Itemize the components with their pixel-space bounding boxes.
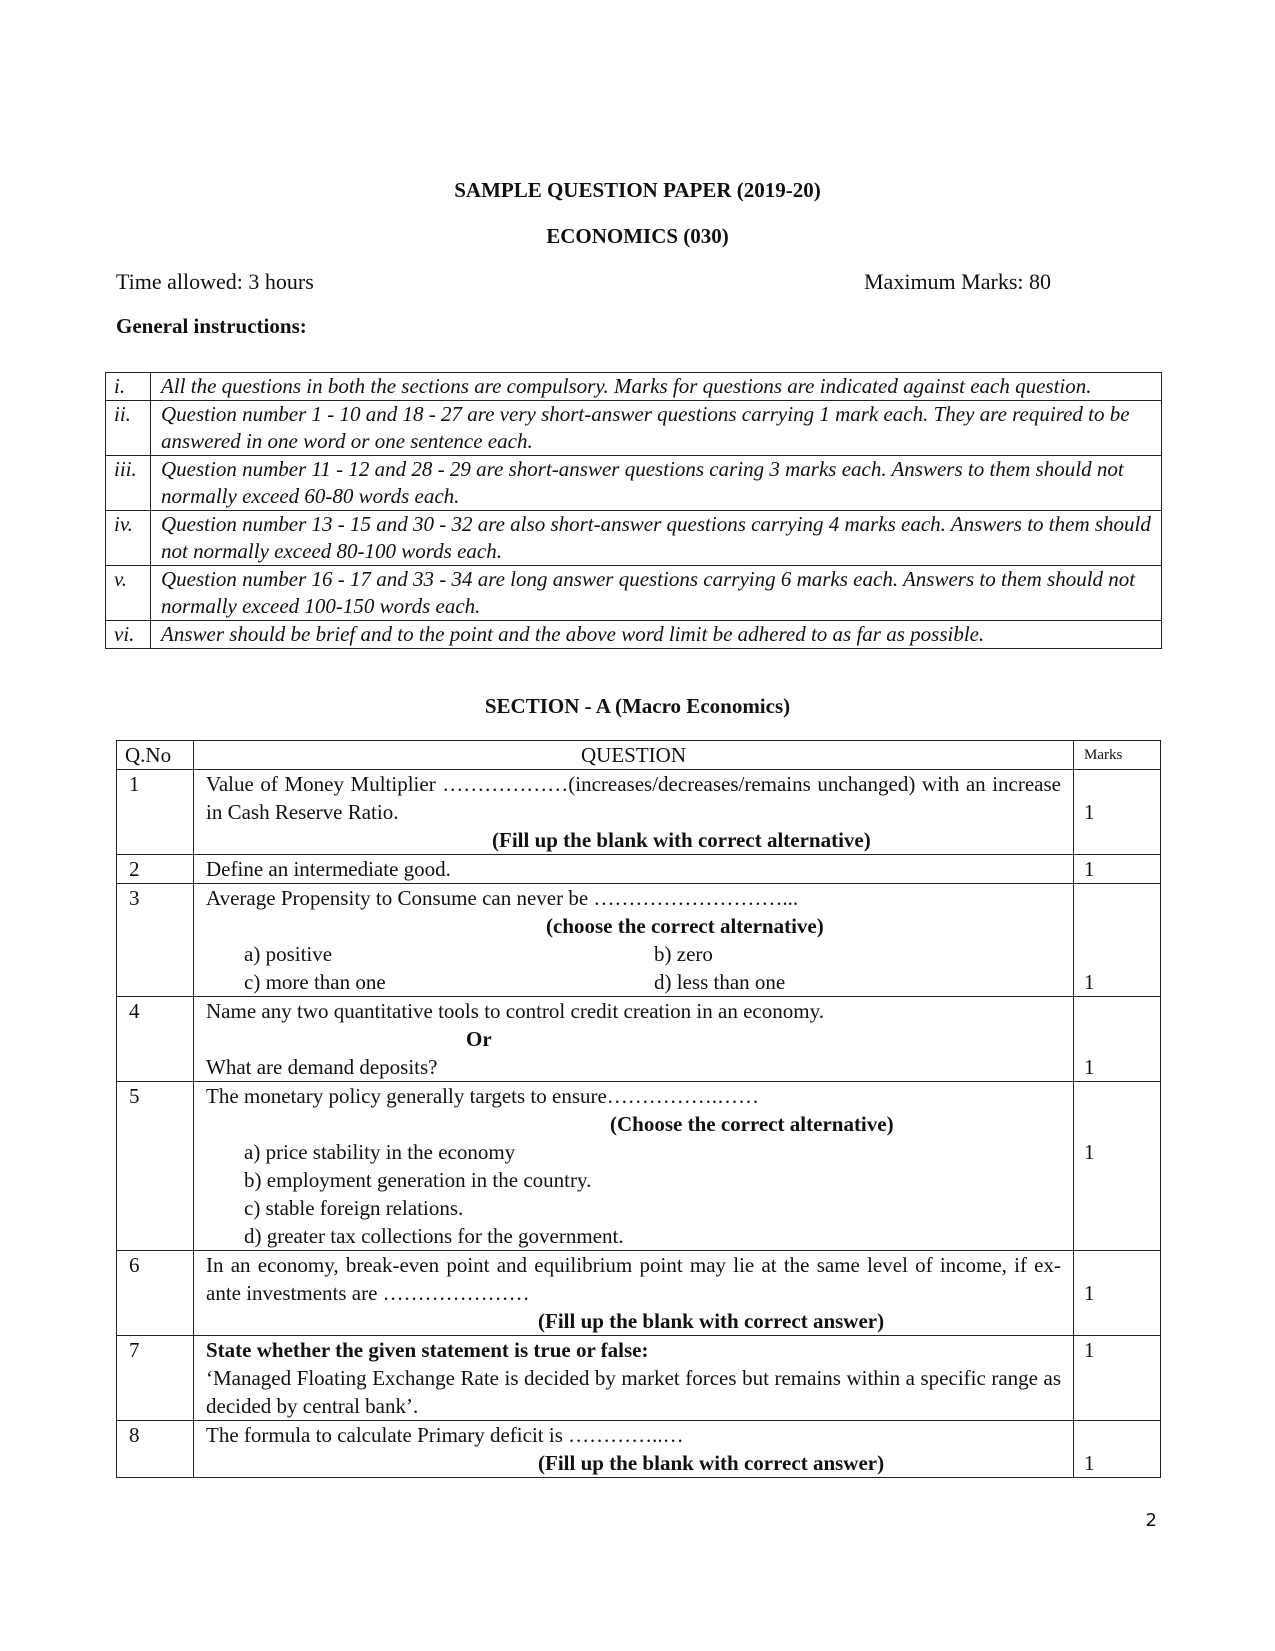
question-marks: 1 <box>1074 1251 1161 1336</box>
option-d: d) greater tax collections for the government. <box>244 1224 624 1248</box>
question-instruction: (Fill up the blank with correct answer) <box>538 1451 885 1475</box>
question-number: 1 <box>117 770 194 855</box>
instructions-table <box>105 372 1162 649</box>
table-header-row <box>117 741 1161 770</box>
paper-title: SAMPLE QUESTION PAPER (2019-20) <box>454 178 821 202</box>
instruction-row <box>106 511 1162 566</box>
option-d: d) less than one <box>654 970 786 994</box>
question-marks: 1 <box>1074 997 1161 1082</box>
question-row-4 <box>117 997 1161 1082</box>
question-row-8 <box>117 1421 1161 1478</box>
header-qno: Q.No <box>117 741 194 770</box>
question-instruction: State whether the given statement is true or false: <box>206 1338 649 1362</box>
question-number: 2 <box>117 855 194 884</box>
question-row-5 <box>117 1082 1161 1251</box>
option-b: b) employment generation in the country. <box>244 1168 592 1192</box>
options-row <box>206 968 1061 996</box>
question-marks: 1 <box>1074 1421 1161 1478</box>
instruction-row <box>106 621 1162 649</box>
instruction-number: i. <box>106 373 151 401</box>
alternative-question: What are demand deposits? <box>206 1055 438 1079</box>
question-instruction: (Fill up the blank with correct answer) <box>538 1309 885 1333</box>
question-body <box>194 770 1074 855</box>
instruction-number: vi. <box>106 621 151 649</box>
question-text: Name any two quantitative tools to control credit creation in an economy. <box>206 999 824 1023</box>
header-marks: Marks <box>1074 741 1161 770</box>
or-separator: Or <box>466 1027 492 1051</box>
question-body <box>194 884 1074 997</box>
question-text: The formula to calculate Primary deficit is …………..… <box>206 1423 684 1447</box>
question-body <box>194 1336 1074 1421</box>
question-number: 5 <box>117 1082 194 1251</box>
instruction-number: v. <box>106 566 151 621</box>
question-number: 3 <box>117 884 194 997</box>
question-text: ‘Managed Floating Exchange Rate is decided by market forces but remains within a specific range as decided by central bank’. <box>206 1366 1061 1418</box>
question-text: Value of Money Multiplier ………………(increases/decreases/remains unchanged) with an increase in Cash Reserve Ratio. <box>206 772 1061 824</box>
subject-title: ECONOMICS (030) <box>546 224 729 248</box>
question-number: 6 <box>117 1251 194 1336</box>
instructions-heading: General instructions: <box>116 314 307 338</box>
instruction-row <box>106 456 1162 511</box>
option-a: a) price stability in the economy <box>244 1140 516 1164</box>
question-text: The monetary policy generally targets to ensure…………….…… <box>206 1084 760 1108</box>
question-body <box>194 997 1074 1082</box>
option-a: a) positive <box>244 942 333 966</box>
option-c: c) stable foreign relations. <box>244 1196 464 1220</box>
instruction-text: Question number 11 - 12 and 28 - 29 are short-answer questions caring 3 marks each. Answers to them should not normally exceed 60-80 words each. <box>151 456 1162 511</box>
question-marks: 1 <box>1074 770 1161 855</box>
question-instruction: (Fill up the blank with correct alternative) <box>492 828 871 852</box>
question-body <box>194 1082 1074 1251</box>
question-number: 7 <box>117 1336 194 1421</box>
question-number: 8 <box>117 1421 194 1478</box>
question-body <box>194 1421 1074 1478</box>
instruction-text: Answer should be brief and to the point and the above word limit be adhered to as far as possible. <box>151 621 1162 649</box>
instruction-text: All the questions in both the sections are compulsory. Marks for questions are indicated against each question. <box>151 373 1162 401</box>
question-marks: 1 <box>1074 1082 1161 1251</box>
question-marks: 1 <box>1074 1336 1161 1421</box>
question-text: Define an intermediate good. <box>194 855 1074 884</box>
instruction-number: iv. <box>106 511 151 566</box>
instruction-text: Question number 16 - 17 and 33 - 34 are long answer questions carrying 6 marks each. Answers to them should not normally exceed 100-150 words each. <box>151 566 1162 621</box>
question-row-2 <box>117 855 1161 884</box>
question-number: 4 <box>117 997 194 1082</box>
options-row <box>206 940 1061 968</box>
option-b: b) zero <box>654 942 713 966</box>
question-body <box>194 1251 1074 1336</box>
maximum-marks: Maximum Marks: 80 <box>864 269 1051 294</box>
question-instruction: (choose the correct alternative) <box>546 914 824 938</box>
header-question: QUESTION <box>194 741 1074 770</box>
instruction-number: ii. <box>106 401 151 456</box>
question-row-1 <box>117 770 1161 855</box>
instruction-text: Question number 13 - 15 and 30 - 32 are also short-answer questions carrying 4 marks each. Answers to them should not normally exceed 80-100 words each. <box>151 511 1162 566</box>
time-allowed: Time allowed: 3 hours <box>116 269 314 294</box>
instruction-row <box>106 566 1162 621</box>
question-row-7 <box>117 1336 1161 1421</box>
question-text: In an economy, break-even point and equilibrium point may lie at the same level of income, if ex-ante investments are ………………… <box>206 1253 1061 1305</box>
option-c: c) more than one <box>244 970 386 994</box>
instruction-row <box>106 401 1162 456</box>
page-number: 2 <box>1145 1510 1157 1531</box>
question-instruction: (Choose the correct alternative) <box>610 1112 894 1136</box>
questions-table <box>116 740 1161 1478</box>
question-marks: 1 <box>1074 884 1161 997</box>
question-marks: 1 <box>1074 855 1161 884</box>
question-row-3 <box>117 884 1161 997</box>
question-text: Average Propensity to Consume can never be ………………………... <box>206 886 799 910</box>
instruction-row <box>106 373 1162 401</box>
instruction-number: iii. <box>106 456 151 511</box>
question-row-6 <box>117 1251 1161 1336</box>
instruction-text: Question number 1 - 10 and 18 - 27 are very short-answer questions carrying 1 mark each. They are required to be answered in one word or one sentence each. <box>151 401 1162 456</box>
section-title: SECTION - A (Macro Economics) <box>484 694 791 718</box>
